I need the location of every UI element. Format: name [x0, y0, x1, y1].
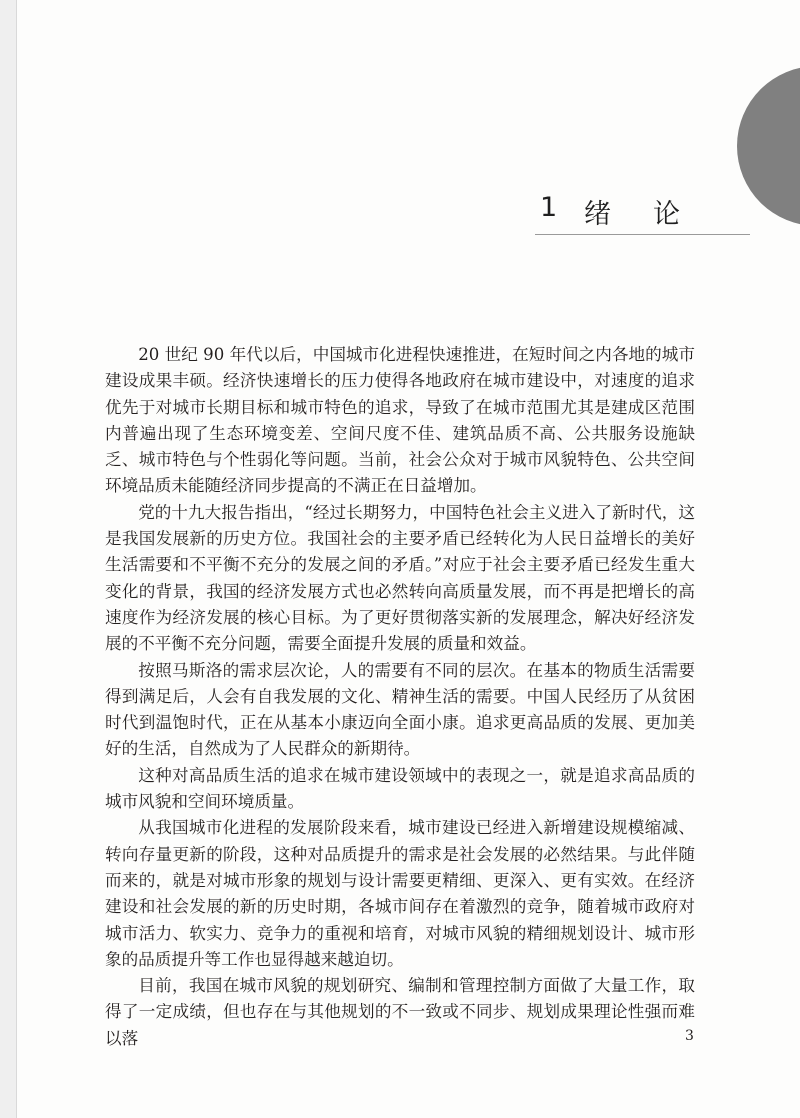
chapter-title: 绪论	[584, 199, 722, 230]
chapter-tab-marker	[737, 66, 800, 226]
paragraph: 目前，我国在城市风貌的规划研究、编制和管理控制方面做了大量工作，取得了一定成绩，但也存在与其他规划的不一致或不同步、规划成果理论性强而难以落	[105, 976, 695, 1048]
heading-rule	[535, 234, 750, 235]
paragraph: 20 世纪 90 年代以后，中国城市化进程快速推进，在短时间之内各地的城市建设成果丰硕。经济快速增长的压力使得各地政府在城市建设中，对速度的追求优先于对城市长期目标和城市特色的追求，导致了在城市范围尤其是建成区范围内普遍出现了生态环境变差、空间尺度不佳、建筑品质不高、公共服务设施缺乏、城市特色与个性弱化等问题。当前，社会公众对于城市风貌特色、公共空间环境品质未能随经济同步提高的不满正在日益增加。	[105, 345, 695, 496]
paragraph: 从我国城市化进程的发展阶段来看，城市建设已经进入新增建设规模缩减、转向存量更新的阶段，这种对品质提升的需求是社会发展的必然结果。与此伴随而来的，就是对城市形象的规划与设计需要更精细、更深入、更有实效。在经济建设和社会发展的新的历史时期，各城市间存在着激烈的竞争，随着城市政府对城市活力、软实力、竞争力的重视和培育，对城市风貌的精细规划设计、城市形象的品质提升等工作也显得越来越迫切。	[105, 818, 695, 969]
paragraph: 党的十九大报告指出，“经过长期努力，中国特色社会主义进入了新时代，这是我国发展新的历史方位。我国社会的主要矛盾已经转化为人民日益增长的美好生活需要和不平衡不充分的发展之间的矛盾。”对应于社会主要矛盾已经发生重大变化的背景，我国的经济发展方式也必然转向高质量发展，而不再是把增长的高速度作为经济发展的核心目标。为了更好贯彻落实新的发展理念，解决好经济发展的不平衡不充分问题，需要全面提升发展的质量和效益。	[105, 502, 695, 654]
paragraph: 按照马斯洛的需求层次论，人的需要有不同的层次。在基本的物质生活需要得到满足后，人会有自我发展的文化、精神生活的需要。中国人民经历了从贫困时代到温饱时代，正在从基本小康迈向全面小康。追求更高品质的发展、更加美好的生活，自然成为了人民群众的新期待。	[105, 660, 695, 759]
chapter-heading	[540, 190, 722, 234]
paragraph: 这种对高品质生活的追求在城市建设领域中的表现之一，就是追求高品质的城市风貌和空间环境质量。	[105, 765, 695, 812]
body-text	[105, 342, 695, 1052]
page-number: 3	[685, 1028, 694, 1044]
page-edge-divider	[16, 0, 17, 1118]
page-edge	[0, 0, 16, 1118]
chapter-number: 1	[540, 192, 558, 223]
